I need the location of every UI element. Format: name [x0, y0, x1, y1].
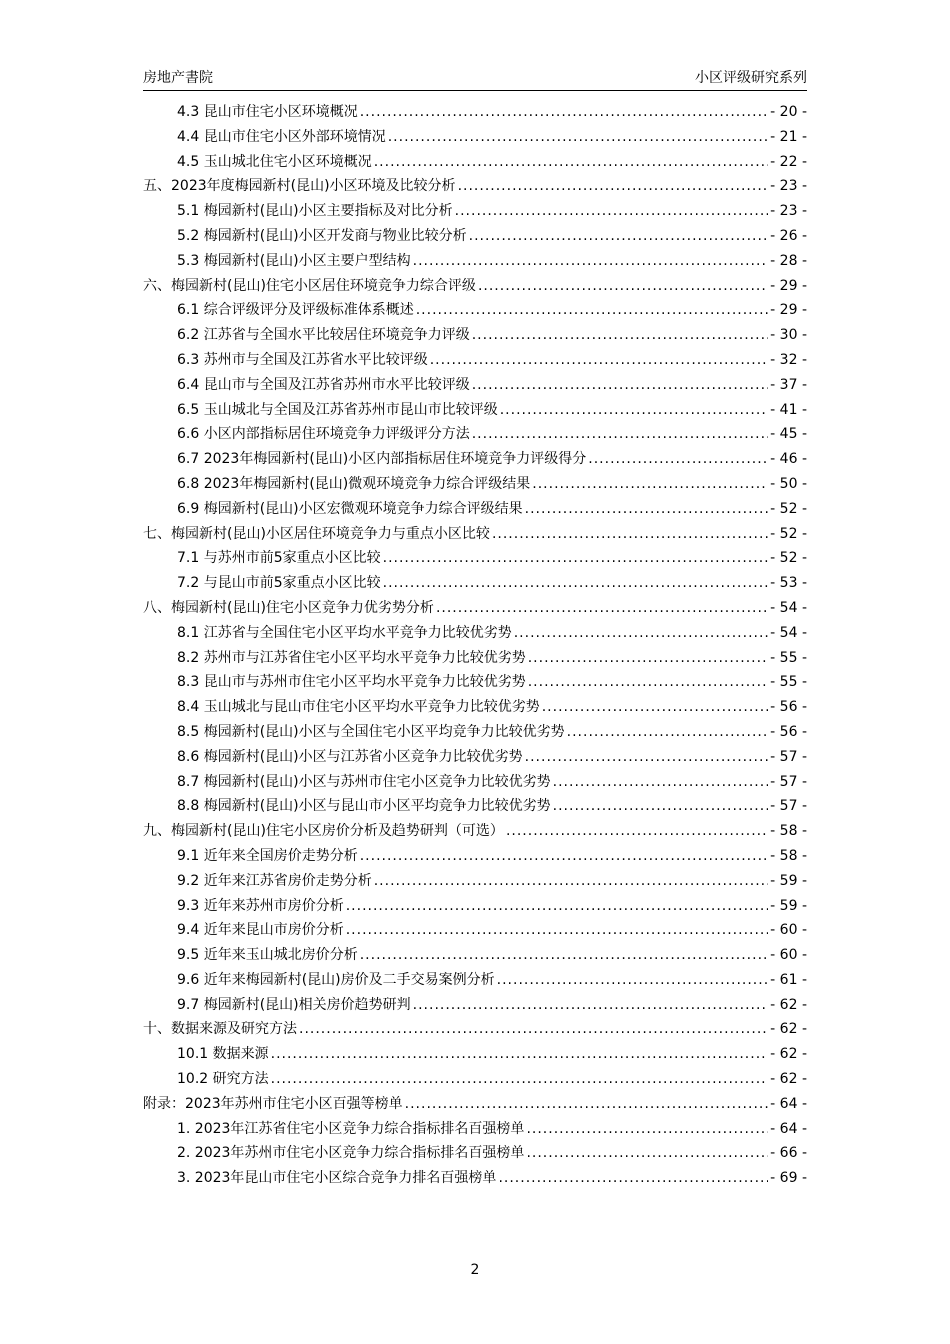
toc-dot-leader: [532, 472, 768, 497]
toc-entry-page: - 55 -: [770, 674, 807, 691]
page-number: 2: [470, 1262, 480, 1278]
toc-entry-page: - 54 -: [770, 599, 807, 616]
toc-entry[interactable]: [143, 546, 807, 571]
toc-entry-title: 七、梅园新村(昆山)小区居住环境竞争力与重点小区比较: [143, 525, 490, 542]
toc-dot-leader: [469, 224, 769, 249]
toc-entry[interactable]: [143, 1017, 807, 1042]
toc-dot-leader: [430, 348, 768, 373]
toc-entry-page: - 37 -: [770, 376, 807, 393]
toc-dot-leader: [299, 1017, 768, 1042]
toc-dot-leader: [416, 298, 768, 323]
toc-entry-page: - 57 -: [770, 748, 807, 765]
toc-entry-title: 9.2 近年来江苏省房价走势分析: [177, 872, 372, 889]
toc-dot-leader: [388, 125, 768, 150]
toc-entry-page: - 62 -: [770, 1046, 807, 1063]
toc-entry[interactable]: [143, 1117, 807, 1142]
toc-entry-title: 9.4 近年来昆山市房价分析: [177, 922, 344, 939]
toc-entry-title: 九、梅园新村(昆山)住宅小区房价分析及趋势研判（可选）: [143, 823, 504, 840]
toc-entry[interactable]: [143, 125, 807, 150]
toc-entry-page: - 60 -: [770, 922, 807, 939]
toc-dot-leader: [553, 770, 769, 795]
toc-entry-title: 8.1 江苏省与全国住宅小区平均水平竞争力比较优劣势: [177, 624, 512, 641]
toc-entry[interactable]: [143, 174, 807, 199]
toc-entry[interactable]: [143, 298, 807, 323]
toc-entry[interactable]: [143, 447, 807, 472]
toc-entry-title: 2. 2023年苏州市住宅小区竞争力综合指标排名百强榜单: [177, 1145, 525, 1162]
toc-dot-leader: [458, 174, 769, 199]
toc-entry-title: 9.5 近年来玉山城北房价分析: [177, 947, 358, 964]
toc-entry-page: - 64 -: [770, 1095, 807, 1112]
toc-dot-leader: [472, 323, 768, 348]
toc-dot-leader: [455, 199, 769, 224]
toc-entry-title: 附录：2023年苏州市住宅小区百强等榜单: [143, 1095, 403, 1112]
toc-entry-page: - 66 -: [770, 1145, 807, 1162]
toc-entry-page: - 61 -: [770, 971, 807, 988]
toc-entry-title: 9.6 近年来梅园新村(昆山)房价及二手交易案例分析: [177, 971, 495, 988]
toc-dot-leader: [472, 422, 768, 447]
toc-dot-leader: [542, 695, 768, 720]
toc-entry[interactable]: [143, 398, 807, 423]
toc-entry-title: 10.2 研究方法: [177, 1071, 269, 1088]
toc-entry-page: - 59 -: [770, 897, 807, 914]
toc-entry[interactable]: [143, 150, 807, 175]
toc-entry-title: 7.1 与苏州市前5家重点小区比较: [177, 550, 381, 567]
toc-entry-title: 9.3 近年来苏州市房价分析: [177, 897, 344, 914]
toc-entry-title: 4.3 昆山市住宅小区环境概况: [177, 104, 358, 120]
toc-dot-leader: [497, 968, 769, 993]
toc-entry-page: - 50 -: [770, 475, 807, 492]
toc-entry[interactable]: [143, 323, 807, 348]
toc-entry-page: - 55 -: [770, 649, 807, 666]
toc-entry[interactable]: [143, 869, 807, 894]
toc-dot-leader: [413, 993, 769, 1018]
toc-entry-page: - 46 -: [770, 451, 807, 468]
toc-entry-title: 6.4 昆山市与全国及江苏省苏州市水平比较评级: [177, 376, 470, 393]
toc-dot-leader: [374, 869, 768, 894]
toc-entry[interactable]: [143, 1141, 807, 1166]
toc-dot-leader: [360, 943, 768, 968]
toc-entry-title: 6.3 苏州市与全国及江苏省水平比较评级: [177, 351, 428, 368]
toc-entry-page: - 58 -: [770, 847, 807, 864]
toc-dot-leader: [271, 1067, 769, 1092]
toc-entry[interactable]: [143, 993, 807, 1018]
toc-entry-title: 八、梅园新村(昆山)住宅小区竞争力优劣势分析: [143, 599, 434, 616]
toc-dot-leader: [526, 1141, 768, 1166]
toc-dot-leader: [506, 819, 768, 844]
toc-entry[interactable]: [143, 670, 807, 695]
toc-entry-page: - 45 -: [770, 426, 807, 443]
toc-dot-leader: [478, 274, 768, 299]
toc-entry[interactable]: [143, 522, 807, 547]
toc-entry[interactable]: [143, 274, 807, 299]
toc-entry-page: - 53 -: [770, 575, 807, 592]
toc-entry-page: - 28 -: [770, 252, 807, 269]
toc-entry[interactable]: [143, 1092, 807, 1117]
toc-entry[interactable]: [143, 199, 807, 224]
toc-entry[interactable]: [143, 1166, 807, 1191]
toc-dot-leader: [374, 150, 768, 175]
toc-entry-title: 6.7 2023年梅园新村(昆山)小区内部指标居住环境竞争力评级得分: [177, 451, 587, 468]
toc-entry-page: - 56 -: [770, 723, 807, 740]
toc-entry[interactable]: [143, 373, 807, 398]
toc-dot-leader: [553, 794, 769, 819]
toc-entry-title: 10.1 数据来源: [177, 1046, 269, 1063]
toc-entry[interactable]: [143, 571, 807, 596]
toc-entry[interactable]: [143, 894, 807, 919]
toc-dot-leader: [498, 1166, 768, 1191]
toc-entry[interactable]: [143, 819, 807, 844]
toc-dot-leader: [346, 918, 768, 943]
toc-entry[interactable]: [143, 422, 807, 447]
toc-dot-leader: [567, 720, 769, 745]
header-series-title: 小区评级研究系列: [695, 70, 807, 86]
toc-entry-page: - 30 -: [770, 327, 807, 344]
toc-entry-title: 6.6 小区内部指标居住环境竞争力评级评分方法: [177, 426, 470, 443]
toc-entry[interactable]: [143, 472, 807, 497]
toc-entry-title: 6.1 综合评级评分及评级标准体系概述: [177, 302, 414, 319]
toc-entry[interactable]: [143, 596, 807, 621]
toc-entry-page: - 21 -: [770, 128, 807, 145]
toc-dot-leader: [514, 621, 768, 646]
toc-entry-title: 1. 2023年江苏省住宅小区竞争力综合指标排名百强榜单: [177, 1120, 525, 1137]
toc-entry[interactable]: [143, 720, 807, 745]
toc-entry-page: - 58 -: [770, 823, 807, 840]
toc-entry-page: - 52 -: [770, 500, 807, 517]
toc-entry[interactable]: [143, 968, 807, 993]
toc-entry[interactable]: [143, 745, 807, 770]
toc-entry-title: 六、梅园新村(昆山)住宅小区居住环境竞争力综合评级: [143, 277, 476, 294]
toc-entry[interactable]: [143, 497, 807, 522]
toc-entry[interactable]: [143, 249, 807, 274]
toc-dot-leader: [436, 596, 768, 621]
toc-entry-title: 8.7 梅园新村(昆山)小区与苏州市住宅小区竞争力比较优劣势: [177, 773, 551, 790]
toc-entry-page: - 52 -: [770, 550, 807, 567]
toc-entry-title: 3. 2023年昆山市住宅小区综合竞争力排名百强榜单: [177, 1170, 497, 1187]
toc-entry[interactable]: [143, 348, 807, 373]
toc-entry-page: - 23 -: [770, 178, 807, 195]
toc-entry-page: - 64 -: [770, 1120, 807, 1137]
page-header: [143, 70, 807, 91]
toc-entry-page: - 57 -: [770, 773, 807, 790]
toc-dot-leader: [405, 1092, 769, 1117]
toc-entry-title: 五、2023年度梅园新村(昆山)小区环境及比较分析: [143, 178, 456, 195]
toc-entry-title: 6.2 江苏省与全国水平比较居住环境竞争力评级: [177, 327, 470, 344]
toc-entry[interactable]: [143, 770, 807, 795]
toc-entry[interactable]: [143, 100, 807, 125]
toc-entry-title: 6.8 2023年梅园新村(昆山)微观环境竞争力综合评级结果: [177, 475, 531, 492]
toc-entry[interactable]: [143, 794, 807, 819]
toc-entry-title: 8.2 苏州市与江苏省住宅小区平均水平竞争力比较优劣势: [177, 649, 526, 666]
toc-dot-leader: [492, 522, 768, 547]
toc-entry-title: 5.2 梅园新村(昆山)小区开发商与物业比较分析: [177, 227, 467, 244]
toc-entry-title: 9.7 梅园新村(昆山)相关房价趋势研判: [177, 996, 411, 1013]
toc-entry-page: - 62 -: [770, 1021, 807, 1038]
toc-dot-leader: [346, 894, 768, 919]
toc-dot-leader: [588, 447, 768, 472]
toc-entry-title: 8.6 梅园新村(昆山)小区与江苏省小区竞争力比较优劣势: [177, 748, 523, 765]
toc-entry[interactable]: [143, 621, 807, 646]
toc-entry-page: - 69 -: [770, 1170, 807, 1187]
toc-entry-page: - 22 -: [770, 153, 807, 170]
toc-dot-leader: [383, 546, 769, 571]
toc-entry-title: 8.5 梅园新村(昆山)小区与全国住宅小区平均竞争力比较优劣势: [177, 723, 565, 740]
toc-dot-leader: [472, 373, 768, 398]
header-org-name: 房地产書院: [143, 70, 213, 86]
toc-dot-leader: [271, 1042, 769, 1067]
toc-entry-page: - 23 -: [770, 203, 807, 220]
toc-entry-page: - 41 -: [770, 401, 807, 418]
toc-dot-leader: [360, 100, 768, 125]
toc-entry-page: - 59 -: [770, 872, 807, 889]
toc-dot-leader: [528, 646, 768, 671]
toc-entry-title: 4.5 玉山城北住宅小区环境概况: [177, 153, 372, 170]
toc-entry-page: - 26 -: [770, 227, 807, 244]
toc-entry-page: - 56 -: [770, 699, 807, 716]
toc-entry-title: 9.1 近年来全国房价走势分析: [177, 847, 358, 864]
toc-entry-page: - 54 -: [770, 624, 807, 641]
toc-dot-leader: [413, 249, 769, 274]
toc-entry-title: 7.2 与昆山市前5家重点小区比较: [177, 575, 381, 592]
toc-entry[interactable]: [143, 224, 807, 249]
toc-dot-leader: [525, 745, 769, 770]
toc-dot-leader: [383, 571, 769, 596]
toc-entry-title: 4.4 昆山市住宅小区外部环境情况: [177, 128, 386, 145]
toc-entry-page: - 60 -: [770, 947, 807, 964]
table-of-contents: [143, 100, 807, 1191]
toc-entry-title: 8.8 梅园新村(昆山)小区与昆山市小区平均竞争力比较优劣势: [177, 798, 551, 815]
toc-dot-leader: [500, 398, 768, 423]
toc-entry-page: - 29 -: [770, 302, 807, 319]
toc-entry[interactable]: [143, 943, 807, 968]
toc-entry-page: - 62 -: [770, 996, 807, 1013]
toc-dot-leader: [525, 497, 769, 522]
toc-dot-leader: [526, 1117, 768, 1142]
toc-entry-title: 6.5 玉山城北与全国及江苏省苏州市昆山市比较评级: [177, 401, 498, 418]
toc-entry-title: 8.4 玉山城北与昆山市住宅小区平均水平竞争力比较优劣势: [177, 699, 540, 716]
toc-entry-page: - 29 -: [770, 277, 807, 294]
toc-dot-leader: [360, 844, 768, 869]
toc-entry-title: 5.1 梅园新村(昆山)小区主要指标及对比分析: [177, 203, 453, 220]
toc-entry-page: - 20 -: [770, 104, 807, 120]
toc-entry-page: - 62 -: [770, 1071, 807, 1088]
toc-entry-title: 十、数据来源及研究方法: [143, 1021, 297, 1038]
toc-entry[interactable]: [143, 1042, 807, 1067]
toc-entry-page: - 57 -: [770, 798, 807, 815]
toc-entry[interactable]: [143, 844, 807, 869]
toc-entry-page: - 52 -: [770, 525, 807, 542]
toc-entry-title: 8.3 昆山市与苏州市住宅小区平均水平竞争力比较优劣势: [177, 674, 526, 691]
toc-entry[interactable]: [143, 1067, 807, 1092]
toc-dot-leader: [528, 670, 768, 695]
toc-entry-title: 6.9 梅园新村(昆山)小区宏微观环境竞争力综合评级结果: [177, 500, 523, 517]
toc-entry[interactable]: [143, 918, 807, 943]
toc-entry-page: - 32 -: [770, 351, 807, 368]
toc-entry-title: 5.3 梅园新村(昆山)小区主要户型结构: [177, 252, 411, 269]
toc-entry[interactable]: [143, 695, 807, 720]
toc-entry[interactable]: [143, 646, 807, 671]
